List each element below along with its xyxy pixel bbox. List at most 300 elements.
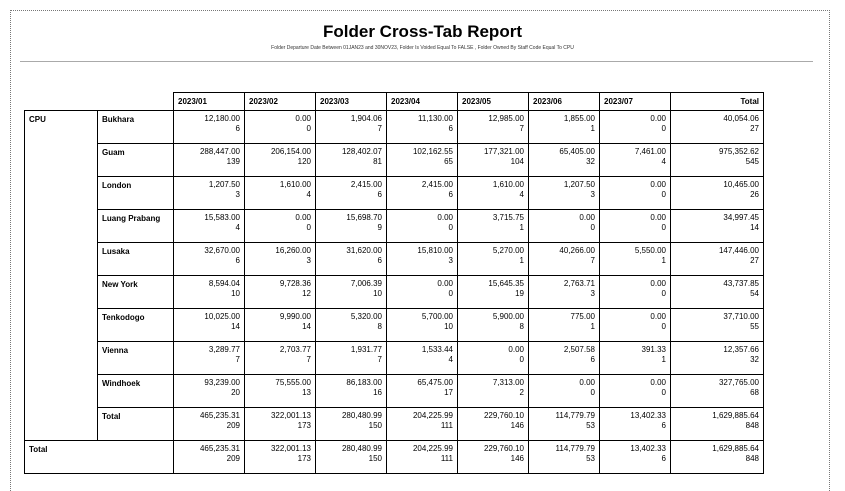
group-label: CPU (25, 111, 98, 441)
amount-value: 65,475.00 (417, 378, 453, 387)
amount-value: 15,698.70 (346, 213, 382, 222)
amount-value: 5,900.00 (492, 312, 524, 321)
value-cell (529, 144, 600, 177)
count-value: 12 (302, 289, 311, 298)
value-cell (671, 177, 764, 210)
row-label: New York (98, 276, 174, 309)
header-rule (20, 61, 813, 62)
count-value: 1 (519, 223, 524, 232)
count-value: 0 (661, 223, 666, 232)
value-cell (174, 210, 245, 243)
table-row (25, 243, 764, 276)
amount-value: 1,610.00 (492, 180, 524, 189)
amount-value: 1,533.44 (421, 345, 453, 354)
value-cell (600, 144, 671, 177)
row-label: Bukhara (98, 111, 174, 144)
row-label: Windhoek (98, 375, 174, 408)
amount-value: 0.00 (579, 213, 595, 222)
amount-value: 8,594.04 (208, 279, 240, 288)
count-value: 139 (226, 157, 240, 166)
count-value: 3 (590, 190, 595, 199)
value-cell (600, 342, 671, 375)
count-value: 14 (302, 322, 311, 331)
amount-value: 391.33 (641, 345, 666, 354)
value-cell (316, 177, 387, 210)
value-cell (316, 342, 387, 375)
value-cell (316, 111, 387, 144)
amount-value: 1,629,885.64 (712, 444, 759, 453)
count-value: 0 (448, 289, 453, 298)
amount-value: 0.00 (650, 279, 666, 288)
value-cell (458, 111, 529, 144)
row-label: Luang Prabang (98, 210, 174, 243)
row-label: Vienna (98, 342, 174, 375)
count-value: 53 (586, 421, 595, 430)
amount-value: 40,054.06 (723, 114, 759, 123)
value-cell (529, 309, 600, 342)
count-value: 120 (297, 157, 311, 166)
amount-value: 7,461.00 (634, 147, 666, 156)
amount-value: 229,760.10 (483, 411, 524, 420)
count-value: 3 (590, 289, 595, 298)
value-cell (245, 309, 316, 342)
value-cell (458, 276, 529, 309)
count-value: 146 (510, 454, 524, 463)
value-cell (316, 210, 387, 243)
value-cell (174, 408, 245, 441)
count-value: 27 (750, 256, 759, 265)
value-cell (671, 408, 764, 441)
count-value: 1 (519, 256, 524, 265)
count-value: 55 (750, 322, 759, 331)
count-value: 54 (750, 289, 759, 298)
count-value: 146 (510, 421, 524, 430)
value-cell (458, 441, 529, 474)
amount-value: 204,225.99 (412, 444, 453, 453)
value-cell (245, 276, 316, 309)
amount-value: 9,728.36 (279, 279, 311, 288)
amount-value: 2,763.71 (563, 279, 595, 288)
count-value: 10 (444, 322, 453, 331)
table-row (25, 210, 764, 243)
amount-value: 2,507.58 (563, 345, 595, 354)
amount-value: 5,700.00 (421, 312, 453, 321)
row-label: Tenkodogo (98, 309, 174, 342)
value-cell (387, 210, 458, 243)
amount-value: 12,180.00 (204, 114, 240, 123)
amount-value: 1,629,885.64 (712, 411, 759, 420)
value-cell (316, 243, 387, 276)
value-cell (245, 243, 316, 276)
value-cell (671, 441, 764, 474)
value-cell (316, 441, 387, 474)
amount-value: 2,703.77 (279, 345, 311, 354)
count-value: 104 (510, 157, 524, 166)
count-value: 150 (368, 421, 382, 430)
value-cell (387, 243, 458, 276)
value-cell (458, 408, 529, 441)
count-value: 6 (448, 124, 453, 133)
value-cell (245, 144, 316, 177)
value-cell (387, 177, 458, 210)
value-cell (458, 243, 529, 276)
amount-value: 93,239.00 (204, 378, 240, 387)
value-cell (316, 408, 387, 441)
count-value: 6 (590, 355, 595, 364)
count-value: 4 (448, 355, 453, 364)
amount-value: 5,550.00 (634, 246, 666, 255)
count-value: 6 (377, 190, 382, 199)
crosstab-table (24, 92, 764, 474)
value-cell (458, 309, 529, 342)
count-value: 111 (440, 454, 453, 463)
value-cell (529, 276, 600, 309)
count-value: 16 (373, 388, 382, 397)
count-value: 7 (519, 124, 524, 133)
amount-value: 10,465.00 (723, 180, 759, 189)
value-cell (458, 144, 529, 177)
value-cell (671, 111, 764, 144)
amount-value: 0.00 (650, 213, 666, 222)
value-cell (387, 408, 458, 441)
count-value: 8 (377, 322, 382, 331)
value-cell (458, 177, 529, 210)
corner-blank (98, 93, 174, 111)
amount-value: 102,162.55 (412, 147, 453, 156)
amount-value: 13,402.33 (630, 444, 666, 453)
value-cell (387, 375, 458, 408)
count-value: 6 (377, 256, 382, 265)
table-row (25, 144, 764, 177)
value-cell (387, 342, 458, 375)
amount-value: 1,855.00 (563, 114, 595, 123)
count-value: 7 (377, 124, 382, 133)
count-value: 0 (661, 190, 666, 199)
count-value: 111 (440, 421, 453, 430)
count-value: 6 (448, 190, 453, 199)
grand-total-label: Total (25, 441, 174, 474)
count-value: 32 (750, 355, 759, 364)
count-value: 1 (661, 256, 666, 265)
count-value: 209 (226, 454, 240, 463)
amount-value: 9,990.00 (279, 312, 311, 321)
table-row (25, 276, 764, 309)
value-cell (600, 111, 671, 144)
count-value: 0 (306, 223, 311, 232)
value-cell (600, 243, 671, 276)
amount-value: 0.00 (650, 378, 666, 387)
count-value: 26 (750, 190, 759, 199)
table-row (25, 309, 764, 342)
count-value: 3 (235, 190, 240, 199)
amount-value: 775.00 (570, 312, 595, 321)
amount-value: 280,480.99 (341, 444, 382, 453)
table-row (25, 342, 764, 375)
amount-value: 75,555.00 (275, 378, 311, 387)
amount-value: 465,235.31 (199, 411, 240, 420)
value-cell (245, 342, 316, 375)
count-value: 0 (519, 355, 524, 364)
value-cell (316, 309, 387, 342)
count-value: 1 (590, 322, 595, 331)
value-cell (671, 375, 764, 408)
amount-value: 280,480.99 (341, 411, 382, 420)
amount-value: 975,352.62 (718, 147, 759, 156)
count-value: 209 (226, 421, 240, 430)
table-row (25, 408, 764, 441)
row-label: Lusaka (98, 243, 174, 276)
amount-value: 15,645.35 (488, 279, 524, 288)
count-value: 173 (297, 454, 311, 463)
value-cell (529, 210, 600, 243)
count-value: 27 (750, 124, 759, 133)
count-value: 0 (590, 388, 595, 397)
count-value: 848 (745, 454, 759, 463)
amount-value: 465,235.31 (199, 444, 240, 453)
amount-value: 34,997.45 (723, 213, 759, 222)
column-header: 2023/04 (387, 93, 458, 111)
amount-value: 65,405.00 (559, 147, 595, 156)
column-header-row (25, 93, 764, 111)
amount-value: 1,931.77 (350, 345, 382, 354)
column-header: 2023/03 (316, 93, 387, 111)
count-value: 68 (750, 388, 759, 397)
count-value: 0 (590, 223, 595, 232)
value-cell (174, 309, 245, 342)
amount-value: 0.00 (295, 114, 311, 123)
count-value: 14 (750, 223, 759, 232)
count-value: 9 (377, 223, 382, 232)
value-cell (174, 177, 245, 210)
value-cell (174, 342, 245, 375)
amount-value: 128,402.07 (341, 147, 382, 156)
value-cell (387, 441, 458, 474)
amount-value: 0.00 (508, 345, 524, 354)
count-value: 1 (590, 124, 595, 133)
count-value: 17 (444, 388, 453, 397)
amount-value: 7,313.00 (492, 378, 524, 387)
value-cell (245, 408, 316, 441)
count-value: 10 (231, 289, 240, 298)
report-criteria: Folder Departure Date Between 01JAN23 and 30NOV23, Folder Is Voided Equal To FALSE , Folder Owned By Staff Code Equal To CPU (271, 45, 574, 51)
count-value: 3 (448, 256, 453, 265)
count-value: 0 (661, 322, 666, 331)
column-header: 2023/05 (458, 93, 529, 111)
count-value: 2 (519, 388, 524, 397)
value-cell (600, 309, 671, 342)
amount-value: 86,183.00 (346, 378, 382, 387)
count-value: 14 (231, 322, 240, 331)
value-cell (600, 276, 671, 309)
count-value: 6 (661, 454, 666, 463)
amount-value: 40,266.00 (559, 246, 595, 255)
amount-value: 13,402.33 (630, 411, 666, 420)
count-value: 7 (306, 355, 311, 364)
amount-value: 43,737.85 (723, 279, 759, 288)
amount-value: 16,260.00 (275, 246, 311, 255)
value-cell (174, 243, 245, 276)
column-header: 2023/02 (245, 93, 316, 111)
amount-value: 114,779.79 (555, 411, 595, 420)
count-value: 81 (373, 157, 382, 166)
amount-value: 0.00 (650, 114, 666, 123)
value-cell (529, 243, 600, 276)
value-cell (174, 441, 245, 474)
value-cell (387, 144, 458, 177)
amount-value: 12,985.00 (488, 114, 524, 123)
value-cell (671, 144, 764, 177)
amount-value: 147,446.00 (718, 246, 759, 255)
amount-value: 1,904.06 (350, 114, 382, 123)
value-cell (600, 408, 671, 441)
count-value: 0 (661, 388, 666, 397)
count-value: 0 (306, 124, 311, 133)
count-value: 173 (297, 421, 311, 430)
value-cell (529, 342, 600, 375)
amount-value: 322,001.13 (270, 411, 311, 420)
count-value: 20 (231, 388, 240, 397)
amount-value: 2,415.00 (421, 180, 453, 189)
value-cell (600, 441, 671, 474)
count-value: 53 (586, 454, 595, 463)
count-value: 150 (368, 454, 382, 463)
value-cell (245, 111, 316, 144)
row-label: Total (98, 408, 174, 441)
count-value: 4 (519, 190, 524, 199)
amount-value: 32,670.00 (204, 246, 240, 255)
amount-value: 177,321.00 (483, 147, 524, 156)
count-value: 10 (373, 289, 382, 298)
amount-value: 5,320.00 (350, 312, 382, 321)
count-value: 0 (661, 124, 666, 133)
amount-value: 10,025.00 (204, 312, 240, 321)
amount-value: 0.00 (579, 378, 595, 387)
row-label: Guam (98, 144, 174, 177)
amount-value: 114,779.79 (555, 444, 595, 453)
count-value: 7 (235, 355, 240, 364)
value-cell (245, 441, 316, 474)
value-cell (529, 408, 600, 441)
value-cell (316, 375, 387, 408)
value-cell (671, 243, 764, 276)
count-value: 8 (519, 322, 524, 331)
value-cell (600, 210, 671, 243)
amount-value: 31,620.00 (346, 246, 382, 255)
amount-value: 288,447.00 (199, 147, 240, 156)
column-header-total: Total (671, 93, 764, 111)
amount-value: 15,583.00 (204, 213, 240, 222)
column-header: 2023/01 (174, 93, 245, 111)
amount-value: 7,006.39 (350, 279, 382, 288)
amount-value: 5,270.00 (492, 246, 524, 255)
amount-value: 322,001.13 (270, 444, 311, 453)
amount-value: 15,810.00 (417, 246, 453, 255)
count-value: 6 (661, 421, 666, 430)
count-value: 0 (448, 223, 453, 232)
report-title: Folder Cross-Tab Report (323, 22, 522, 41)
amount-value: 3,289.77 (208, 345, 240, 354)
value-cell (671, 342, 764, 375)
amount-value: 11,130.00 (418, 114, 453, 123)
value-cell (458, 210, 529, 243)
value-cell (174, 144, 245, 177)
value-cell (174, 276, 245, 309)
value-cell (245, 210, 316, 243)
amount-value: 204,225.99 (412, 411, 453, 420)
value-cell (174, 375, 245, 408)
row-label: London (98, 177, 174, 210)
amount-value: 3,715.75 (492, 213, 524, 222)
amount-value: 2,415.00 (350, 180, 382, 189)
amount-value: 0.00 (437, 213, 453, 222)
value-cell (316, 276, 387, 309)
count-value: 4 (306, 190, 311, 199)
amount-value: 1,610.00 (279, 180, 311, 189)
value-cell (671, 210, 764, 243)
amount-value: 37,710.00 (723, 312, 759, 321)
count-value: 848 (745, 421, 759, 430)
amount-value: 12,357.66 (723, 345, 759, 354)
value-cell (671, 276, 764, 309)
amount-value: 206,154.00 (270, 147, 311, 156)
count-value: 19 (515, 289, 524, 298)
table-row (25, 375, 764, 408)
value-cell (174, 111, 245, 144)
value-cell (387, 309, 458, 342)
count-value: 32 (586, 157, 595, 166)
value-cell (387, 111, 458, 144)
value-cell (529, 177, 600, 210)
value-cell (600, 375, 671, 408)
value-cell (600, 177, 671, 210)
value-cell (245, 375, 316, 408)
column-header: 2023/07 (600, 93, 671, 111)
column-header: 2023/06 (529, 93, 600, 111)
amount-value: 229,760.10 (483, 444, 524, 453)
table-row (25, 111, 764, 144)
amount-value: 0.00 (650, 180, 666, 189)
value-cell (671, 309, 764, 342)
grand-total-row (25, 441, 764, 474)
count-value: 545 (745, 157, 759, 166)
value-cell (529, 441, 600, 474)
count-value: 1 (661, 355, 666, 364)
amount-value: 327,765.00 (718, 378, 759, 387)
value-cell (387, 276, 458, 309)
value-cell (529, 375, 600, 408)
count-value: 13 (302, 388, 311, 397)
value-cell (458, 342, 529, 375)
value-cell (529, 111, 600, 144)
amount-value: 0.00 (437, 279, 453, 288)
value-cell (245, 177, 316, 210)
amount-value: 1,207.50 (563, 180, 595, 189)
table-row (25, 177, 764, 210)
count-value: 3 (306, 256, 311, 265)
count-value: 4 (661, 157, 666, 166)
count-value: 4 (235, 223, 240, 232)
count-value: 6 (235, 256, 240, 265)
amount-value: 0.00 (650, 312, 666, 321)
amount-value: 0.00 (295, 213, 311, 222)
amount-value: 1,207.50 (208, 180, 240, 189)
value-cell (316, 144, 387, 177)
count-value: 7 (377, 355, 382, 364)
value-cell (458, 375, 529, 408)
count-value: 7 (590, 256, 595, 265)
count-value: 6 (235, 124, 240, 133)
count-value: 65 (444, 157, 453, 166)
